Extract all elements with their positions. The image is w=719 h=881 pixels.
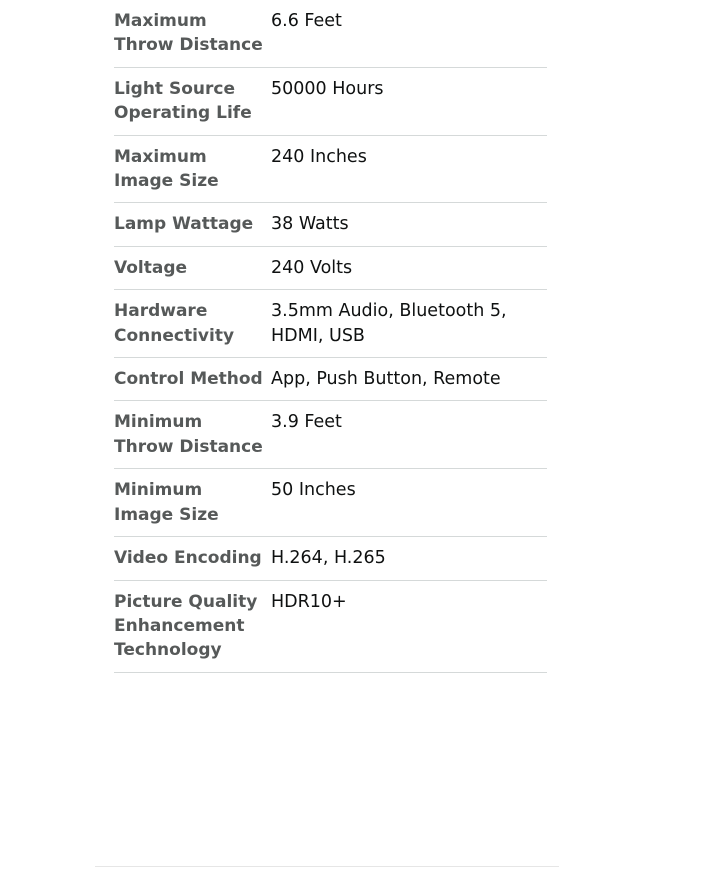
spec-row-video-encoding [114, 537, 547, 580]
spec-value: H.264, H.265 [271, 548, 386, 569]
spec-label: Hardware Connectivity [114, 301, 235, 346]
spec-row-picture-quality-enhancement-technology [114, 581, 547, 673]
spec-value: 240 Volts [271, 257, 353, 278]
spec-label: Video Encoding [114, 548, 262, 569]
spec-value: App, Push Button, Remote [271, 369, 501, 390]
spec-row-maximum-image-size [114, 136, 547, 204]
spec-label: Maximum Image Size [114, 146, 219, 192]
spec-row-minimum-image-size [114, 469, 547, 537]
spec-value: 6.6 Feet [271, 11, 342, 31]
spec-label: Lamp Wattage [114, 214, 254, 235]
spec-label: Minimum Image Size [114, 480, 219, 525]
spec-value: 50000 Hours [271, 78, 384, 99]
spec-label: Light Source Operating Life [114, 78, 252, 124]
spec-row-lamp-wattage [114, 203, 547, 246]
spec-row-minimum-throw-distance [114, 401, 547, 469]
spec-row-hardware-connectivity [114, 290, 547, 358]
spec-value: HDR10+ [271, 591, 347, 612]
spec-row-light-source-operating-life [114, 68, 547, 136]
spec-label: Minimum Throw Distance [114, 412, 263, 457]
spec-label: Maximum Throw Distance [114, 11, 263, 56]
spec-row-control-method [114, 358, 547, 401]
spec-value: 240 Inches [271, 146, 367, 167]
spec-row-voltage [114, 247, 547, 290]
spec-value: 3.9 Feet [271, 412, 342, 433]
spec-label: Voltage [114, 257, 188, 278]
spec-value: 38 Watts [271, 214, 349, 235]
spec-label: Control Method [114, 369, 263, 390]
spec-row-maximum-throw-distance [114, 0, 547, 68]
spec-label: Picture Quality Enhancement Technology [114, 591, 258, 661]
spec-table [114, 0, 547, 673]
spec-value: 3.5mm Audio, Bluetooth 5, HDMI, USB [271, 301, 507, 346]
spec-value: 50 Inches [271, 480, 356, 501]
section-divider [95, 866, 559, 867]
